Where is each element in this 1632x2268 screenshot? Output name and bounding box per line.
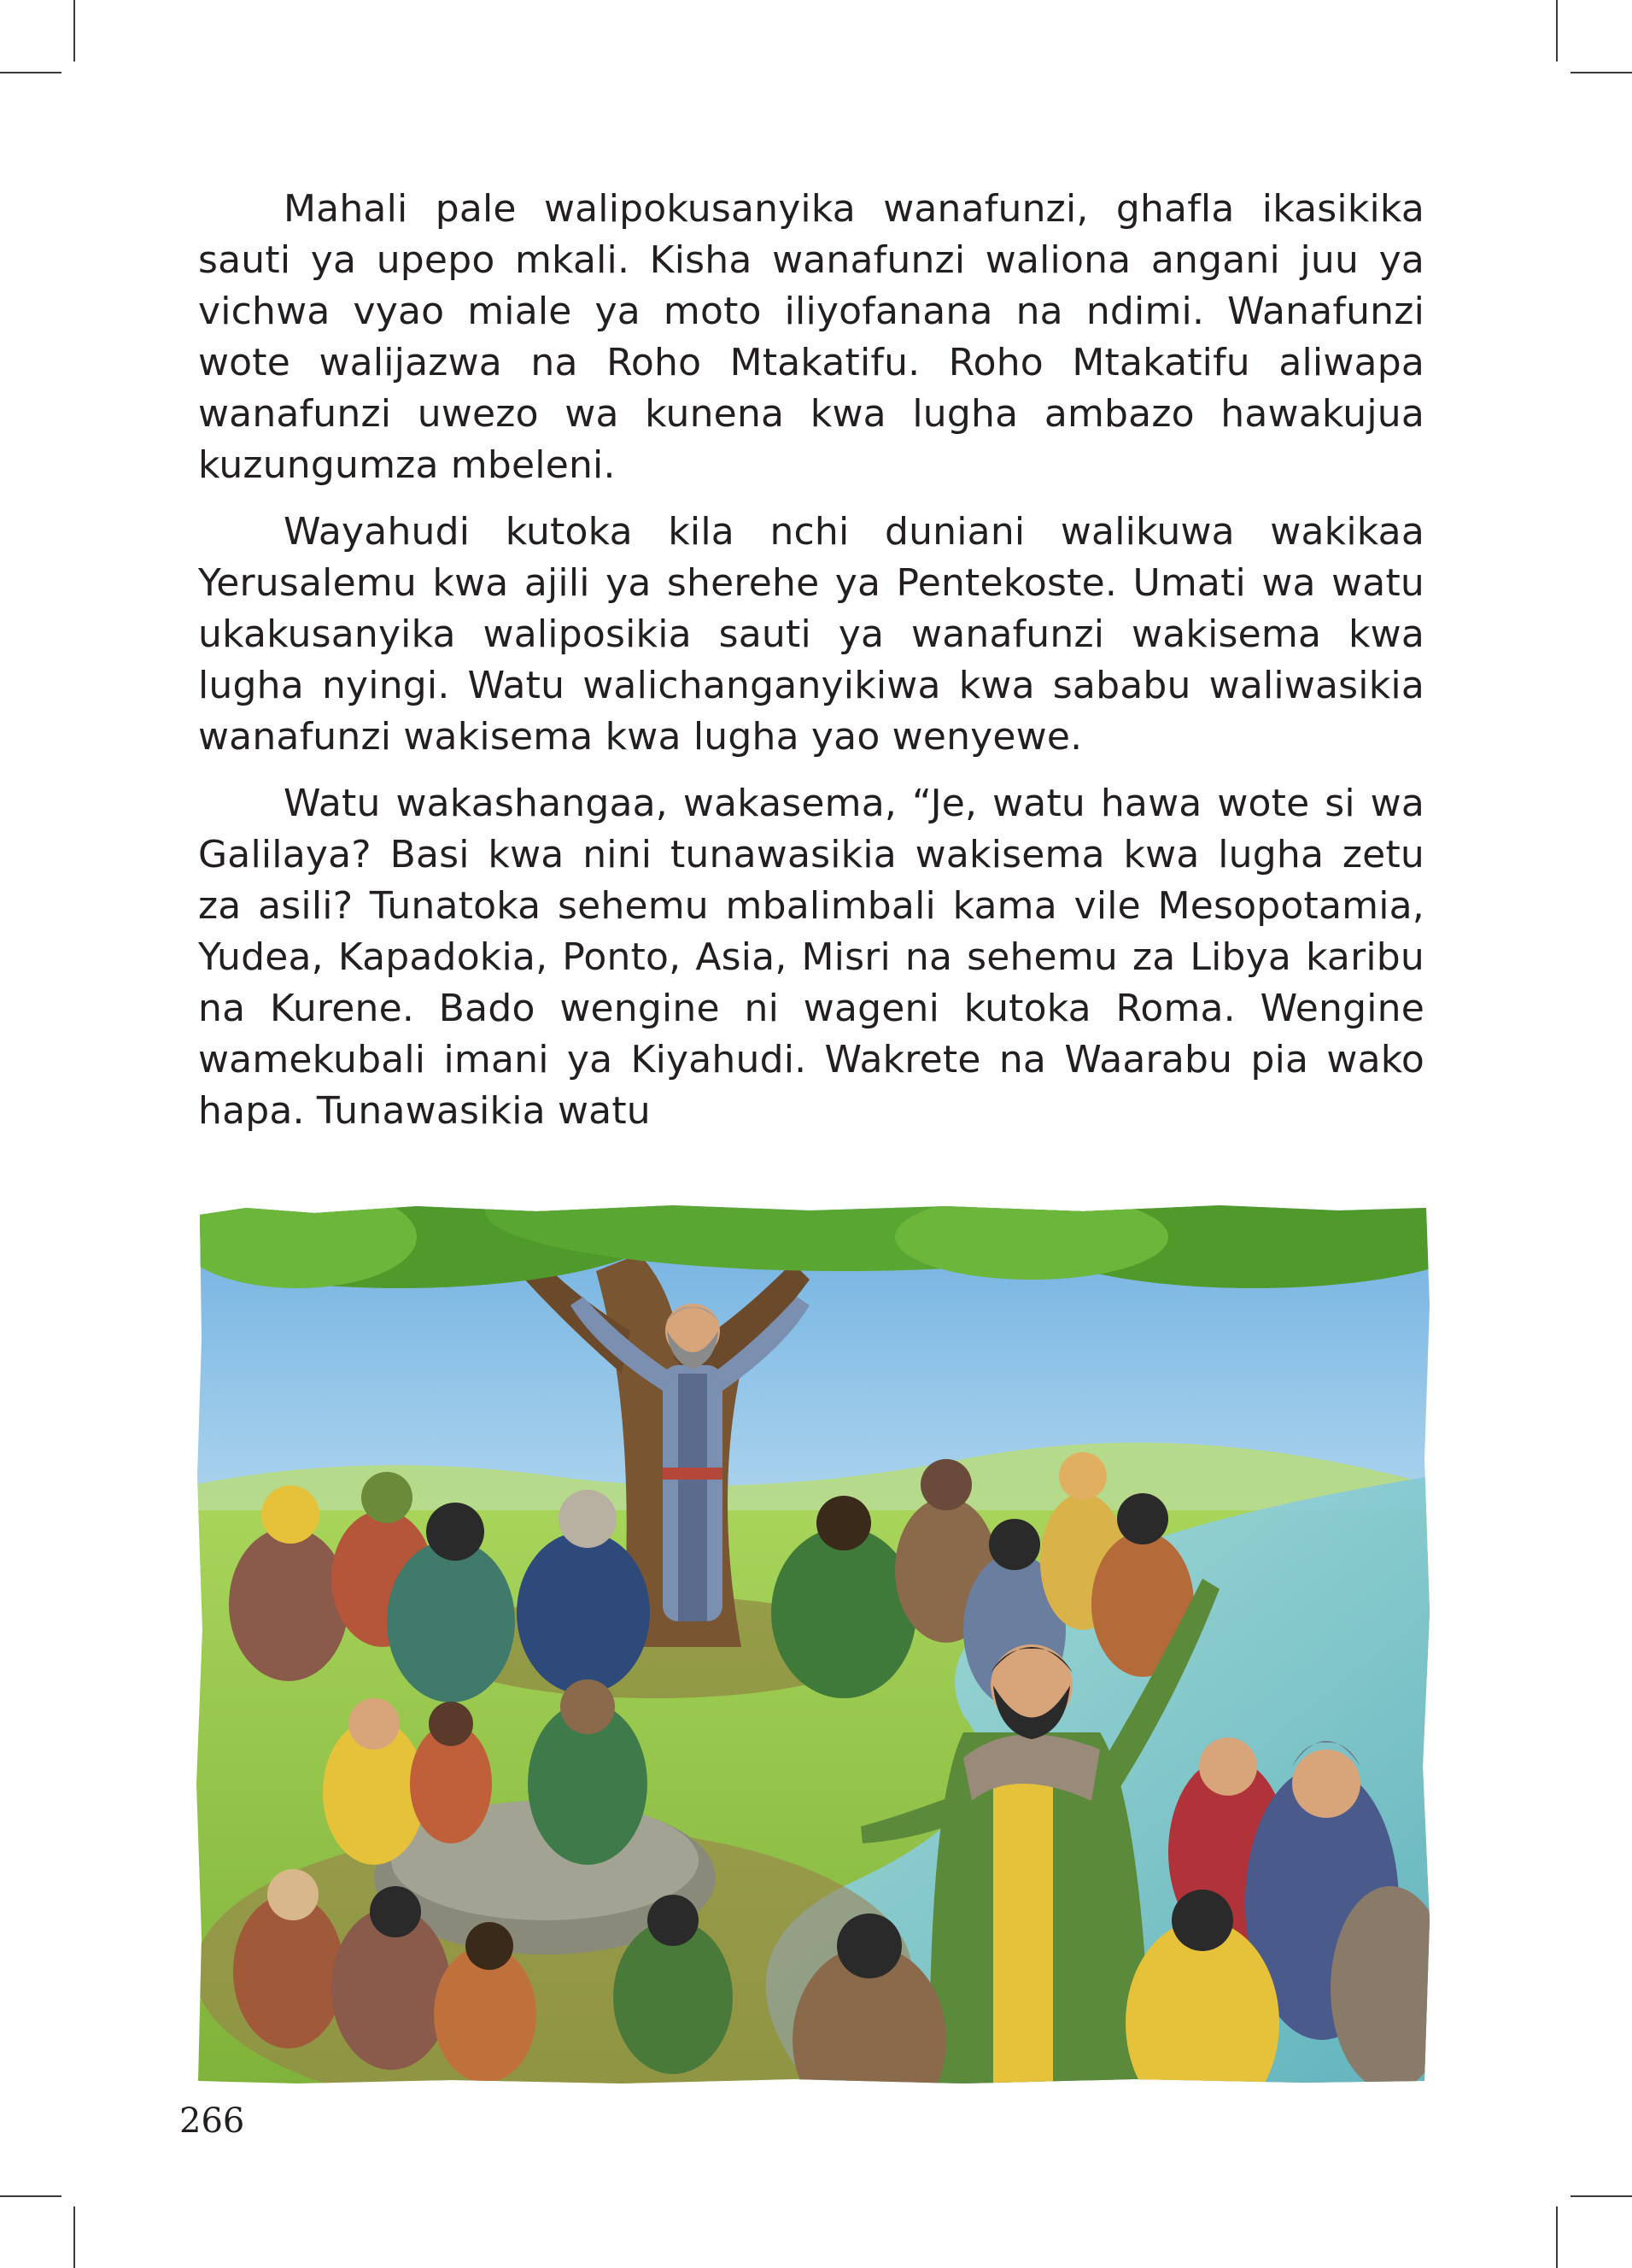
- crop-mark: [1556, 2206, 1558, 2268]
- paragraph: Watu wakashangaa, wakasema, “Je, watu hawa wote si wa Galilaya? Basi kwa nini tunawasikia wakisema kwa lugha zetu za asili? Tunatoka sehemu mbalimbali kama vile Mesopotamia, Yudea, Kapadokia, Ponto, Asia, Misri na sehemu za Libya karibu na Kurene. Bado wengine ni wageni kutoka Roma. Wengine wamekubali imani ya Kiyahudi. Wakrete na Waarabu pia wako hapa. Tunawasikia watu: [198, 782, 1424, 1133]
- page-number: 266: [179, 2101, 245, 2141]
- crop-mark: [0, 72, 61, 73]
- crop-mark: [1571, 2195, 1632, 2197]
- crop-mark: [73, 2206, 75, 2268]
- paragraph: Wayahudi kutoka kila nchi duniani walikuwa wakikaa Yerusalemu kwa ajili ya sherehe ya Pentekoste. Umati wa watu ukakusanyika waliposikia sauti ya wanafunzi wakisema kwa lugha nyingi. Watu walichanganyikiwa kwa sababu waliwasikia wanafunzi wakisema kwa lugha yao wenyewe.: [198, 510, 1424, 759]
- body-text: [198, 184, 1424, 1152]
- pentecost-illustration: [195, 1203, 1431, 2086]
- paragraph: Mahali pale walipokusanyika wanafunzi, ghafla ikasikika sauti ya upepo mkali. Kisha wanafunzi waliona angani juu ya vichwa vyao miale ya moto iliyofanana na ndimi. Wanafunzi wote walijazwa na Roho Mtakatifu. Roho Mtakatifu aliwapa wanafunzi uwezo wa kunena kwa lugha ambazo hawakujua kuzungumza mbeleni.: [198, 187, 1424, 487]
- crop-mark: [73, 0, 75, 62]
- crop-mark: [1556, 0, 1558, 62]
- crop-mark: [0, 2195, 61, 2197]
- crop-mark: [1571, 72, 1632, 73]
- illustration-art: [195, 1203, 1431, 2086]
